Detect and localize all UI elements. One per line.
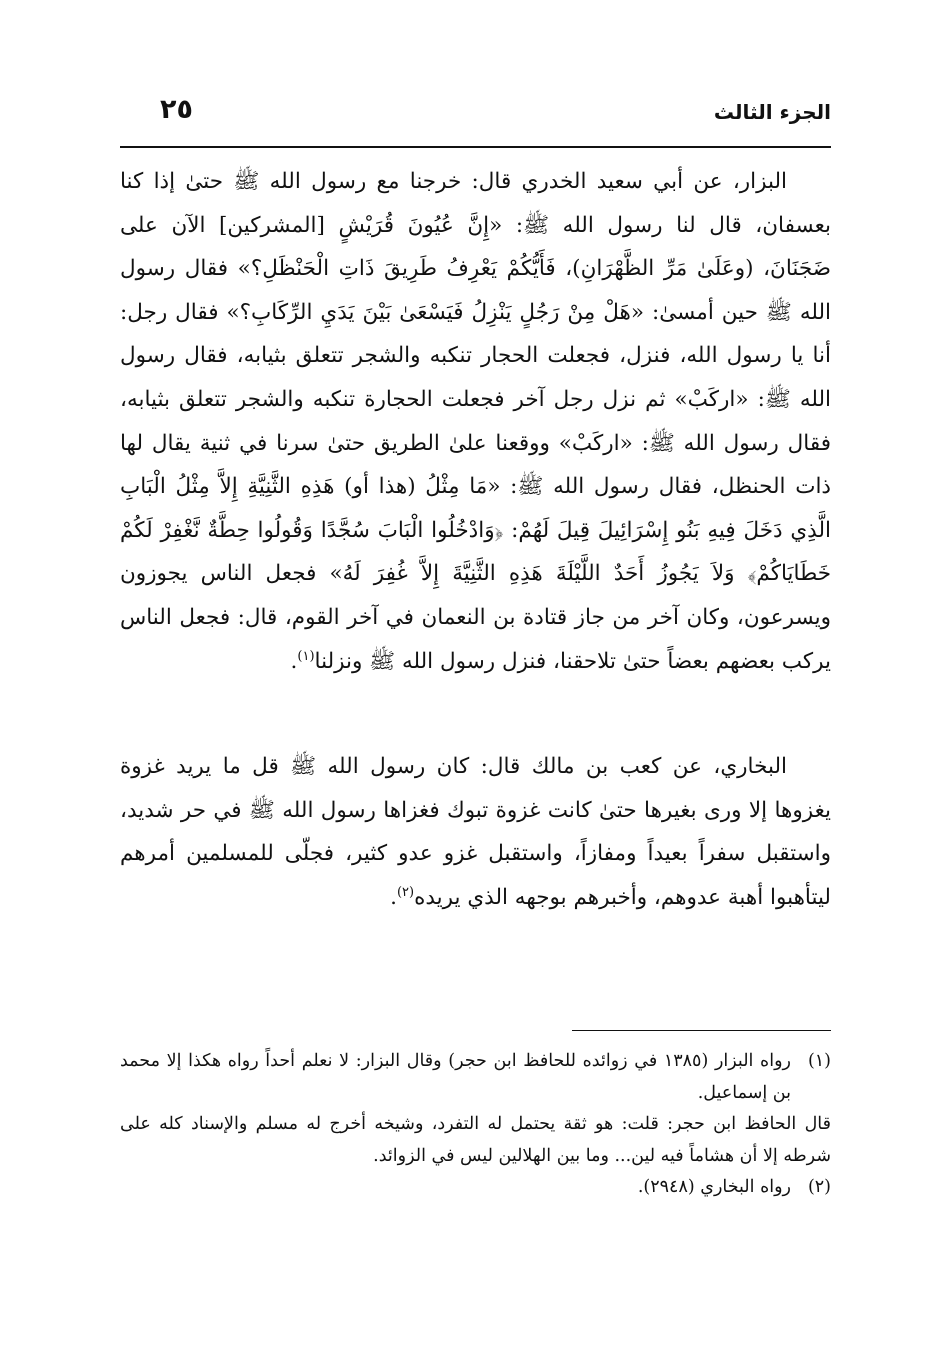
text-segment: البزار، عن أبي سعيد الخدري قال: خرجنا مع رسول الله ﷺ حتىٰ إذا كنا بعسفان، قال لنا رسول الله ﷺ:: [120, 169, 831, 238]
sentence-end: .: [290, 648, 298, 674]
prophetic-quote: «هَلْ مِنْ رَجُلٍ يَنْزِلُ فَيَسْعَىٰ بَيْنَ يَدَيِ الرِّكَابِ؟»: [226, 299, 644, 325]
footnotes: [120, 1046, 831, 1204]
prophetic-quote: «اركَبْ»: [558, 430, 633, 456]
footnote-reference-1: (١): [297, 648, 315, 664]
sentence-end: .: [390, 884, 397, 910]
prophetic-quote: «اركَبْ»: [674, 386, 749, 412]
main-text: [120, 150, 831, 920]
text-segment: فقال رسول الله ﷺ حين أمسىٰ:: [120, 256, 831, 325]
footnote-text: قال الحافظ ابن حجر: قلت: هو ثقة يحتمل له التفرد، وشيخه أخرج له مسلم والإسناد كله على شرطه إلا أن هشاماً فيه لين... وما بين الهلالين ليس في الزوائد.: [120, 1114, 831, 1166]
footnote-text: رواه البخاري (٢٩٤٨).: [637, 1177, 791, 1197]
text-segment: ثم نزل رجل آخر فجعلت الحجارة تنكبه والشجر تتعلق بثيابه، فقال رسول الله ﷺ:: [120, 386, 831, 456]
text-segment: فقال رجل: أنا يا رسول الله، فنزل، فجعلت الحجار تنكبه والشجر تتعلق بثيابه، فقال رسول الله ﷺ:: [120, 299, 831, 412]
footnote-rule: [572, 1030, 831, 1031]
footnote-text: رواه البزار (١٣٨٥ في زوائده للحافظ ابن حجر) وقال البزار: لا نعلم أحداً رواه هكذا إلا محمد بن إسماعيل.: [120, 1051, 791, 1103]
footnote-1: [120, 1046, 831, 1109]
running-title: الجزء الثالث: [713, 100, 831, 124]
prophetic-quote: «مَا مِثْلُ (هذا أو) هَذِهِ الثَّنِيَّةِ إِلاَّ مِثْلُ الْبَابِ الَّذِي دَخَلَ فِيهِ بَنُو إِسْرَائِيلَ قِيلَ لَهُمْ: ﴿وَادْخُلُوا الْبَابَ سُجَّدًا وَقُولُوا حِطَّةٌ نَّغْفِرْ لَكُمْ خَطَايَاكُمْ﴾ وَلاَ يَجُوزُ أَحَدٌ اللَّيْلَةَ هَذِهِ الثَّنِيَّةَ إِلاَّ غُفِرَ لَهُ»: [120, 474, 831, 587]
prophetic-quote: «إِنَّ عُيُونَ قُرَيْشٍ [المشركين] الآن على ضَجَنَانَ، (وعَلَىٰ مَرِّ الظَّهْرَانِ)، فَأَيُّكُمْ يَعْرِفُ طَرِيقَ ذَاتِ الْحَنْظَلِ؟»: [120, 212, 832, 282]
footnote-2: [120, 1172, 831, 1204]
paragraph-bazzar-hadith: [120, 160, 831, 683]
page-header: [120, 92, 831, 138]
text-segment: فجعل الناس يجوزون ويسرعون، وكان آخر من جاز قتادة بن النعمان في آخر القوم، قال: فجعل الناس يركب بعضهم بعضاً حتىٰ تلاحقنا، فنزل رسول الله ﷺ ونزلنا: [120, 561, 831, 674]
footnote-number: (١): [807, 1051, 831, 1071]
text-segment: البخاري، عن كعب بن مالك قال: كان رسول الله ﷺ قل ما يريد غزوة يغزوها إلا ورى بغيرها حتىٰ كانت غزوة تبوك فغزاها رسول الله ﷺ في حر شديد، واستقبل سفراً بعيداً ومفازاً، واستقبل غزو عدو كثير، فجلّى للمسلمين أمرهم ليتأهبوا أهبة عدوهم، وأخبرهم بوجهه الذي يريده: [120, 754, 831, 910]
paragraph-bukhari-hadith: [120, 745, 831, 919]
footnote-number: (٢): [807, 1177, 831, 1197]
footnote-reference-2: (٢): [396, 884, 415, 900]
footnote-1-continuation: [120, 1109, 831, 1172]
text-segment: ووقعنا علىٰ الطريق حتىٰ سرنا في ثنية يقال لها ذات الحنظل، فقال رسول الله ﷺ:: [120, 430, 831, 500]
header-rule: [120, 146, 831, 148]
page-number: ٢٥: [160, 94, 193, 125]
